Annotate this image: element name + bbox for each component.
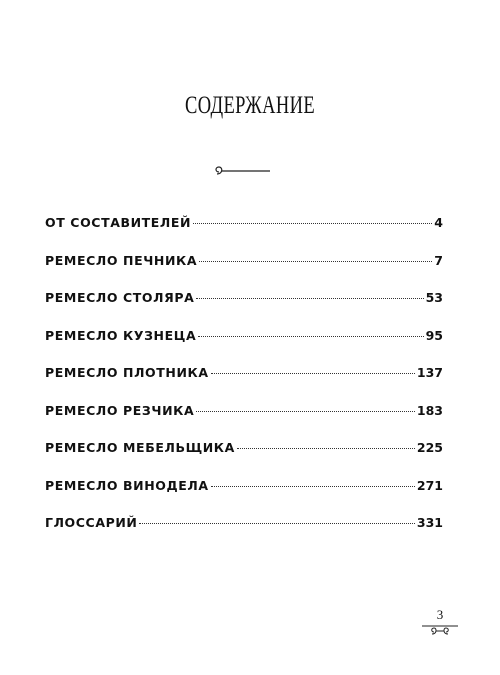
toc-entry[interactable]: [45, 290, 443, 328]
page-footer: [420, 607, 460, 643]
toc-entry[interactable]: [45, 365, 443, 403]
dot-leader: [198, 336, 423, 337]
toc-entry-title: РЕМЕСЛО МЕБЕЛЬЩИКА: [45, 440, 235, 455]
toc-entry[interactable]: [45, 403, 443, 441]
page-number: 3: [436, 607, 444, 622]
dot-leader: [237, 448, 415, 449]
toc-entry-title: РЕМЕСЛО ПЛОТНИКА: [45, 365, 209, 380]
toc-entry-title: РЕМЕСЛО СТОЛЯРА: [45, 290, 195, 305]
toc-entry[interactable]: [45, 478, 443, 516]
toc-entry-title: РЕМЕСЛО ВИНОДЕЛА: [45, 477, 209, 493]
toc-entry-page: 137: [416, 365, 443, 380]
dot-leader: [211, 486, 415, 487]
toc-entry-page: 95: [425, 327, 443, 343]
toc-entry-page: 271: [416, 477, 443, 493]
toc-entry[interactable]: [45, 215, 443, 253]
scroll-swirl-icon: [212, 164, 272, 178]
dot-leader: [196, 298, 423, 299]
toc-entry-page: 225: [416, 440, 443, 455]
toc-entry[interactable]: [45, 515, 443, 553]
toc-entry-page: 7: [434, 252, 443, 268]
dot-leader: [139, 523, 414, 524]
toc-entry-title: РЕМЕСЛО РЕЗЧИКА: [45, 402, 195, 418]
toc-entry[interactable]: [45, 253, 443, 291]
toc-entry[interactable]: [45, 328, 443, 366]
scroll-swirl-icon: [420, 623, 460, 637]
dot-leader: [211, 373, 415, 374]
table-of-contents: [45, 215, 443, 553]
toc-entry-title: ОТ СОСТАВИТЕЛЕЙ: [45, 215, 192, 230]
dot-leader: [196, 411, 415, 412]
toc-entry-title: РЕМЕСЛО ПЕЧНИКА: [45, 252, 198, 268]
toc-entry[interactable]: [45, 440, 443, 478]
toc-entry-title: ГЛОССАРИЙ: [45, 515, 138, 530]
toc-entry-title: РЕМЕСЛО КУЗНЕЦА: [45, 327, 197, 343]
dot-leader: [193, 223, 432, 224]
page-title: СОДЕРЖАНИЕ: [184, 92, 315, 119]
toc-entry-page: 183: [416, 402, 443, 418]
toc-entry-page: 331: [416, 515, 443, 530]
toc-entry-page: 4: [434, 215, 443, 230]
toc-entry-page: 53: [425, 290, 443, 305]
dot-leader: [199, 261, 432, 262]
